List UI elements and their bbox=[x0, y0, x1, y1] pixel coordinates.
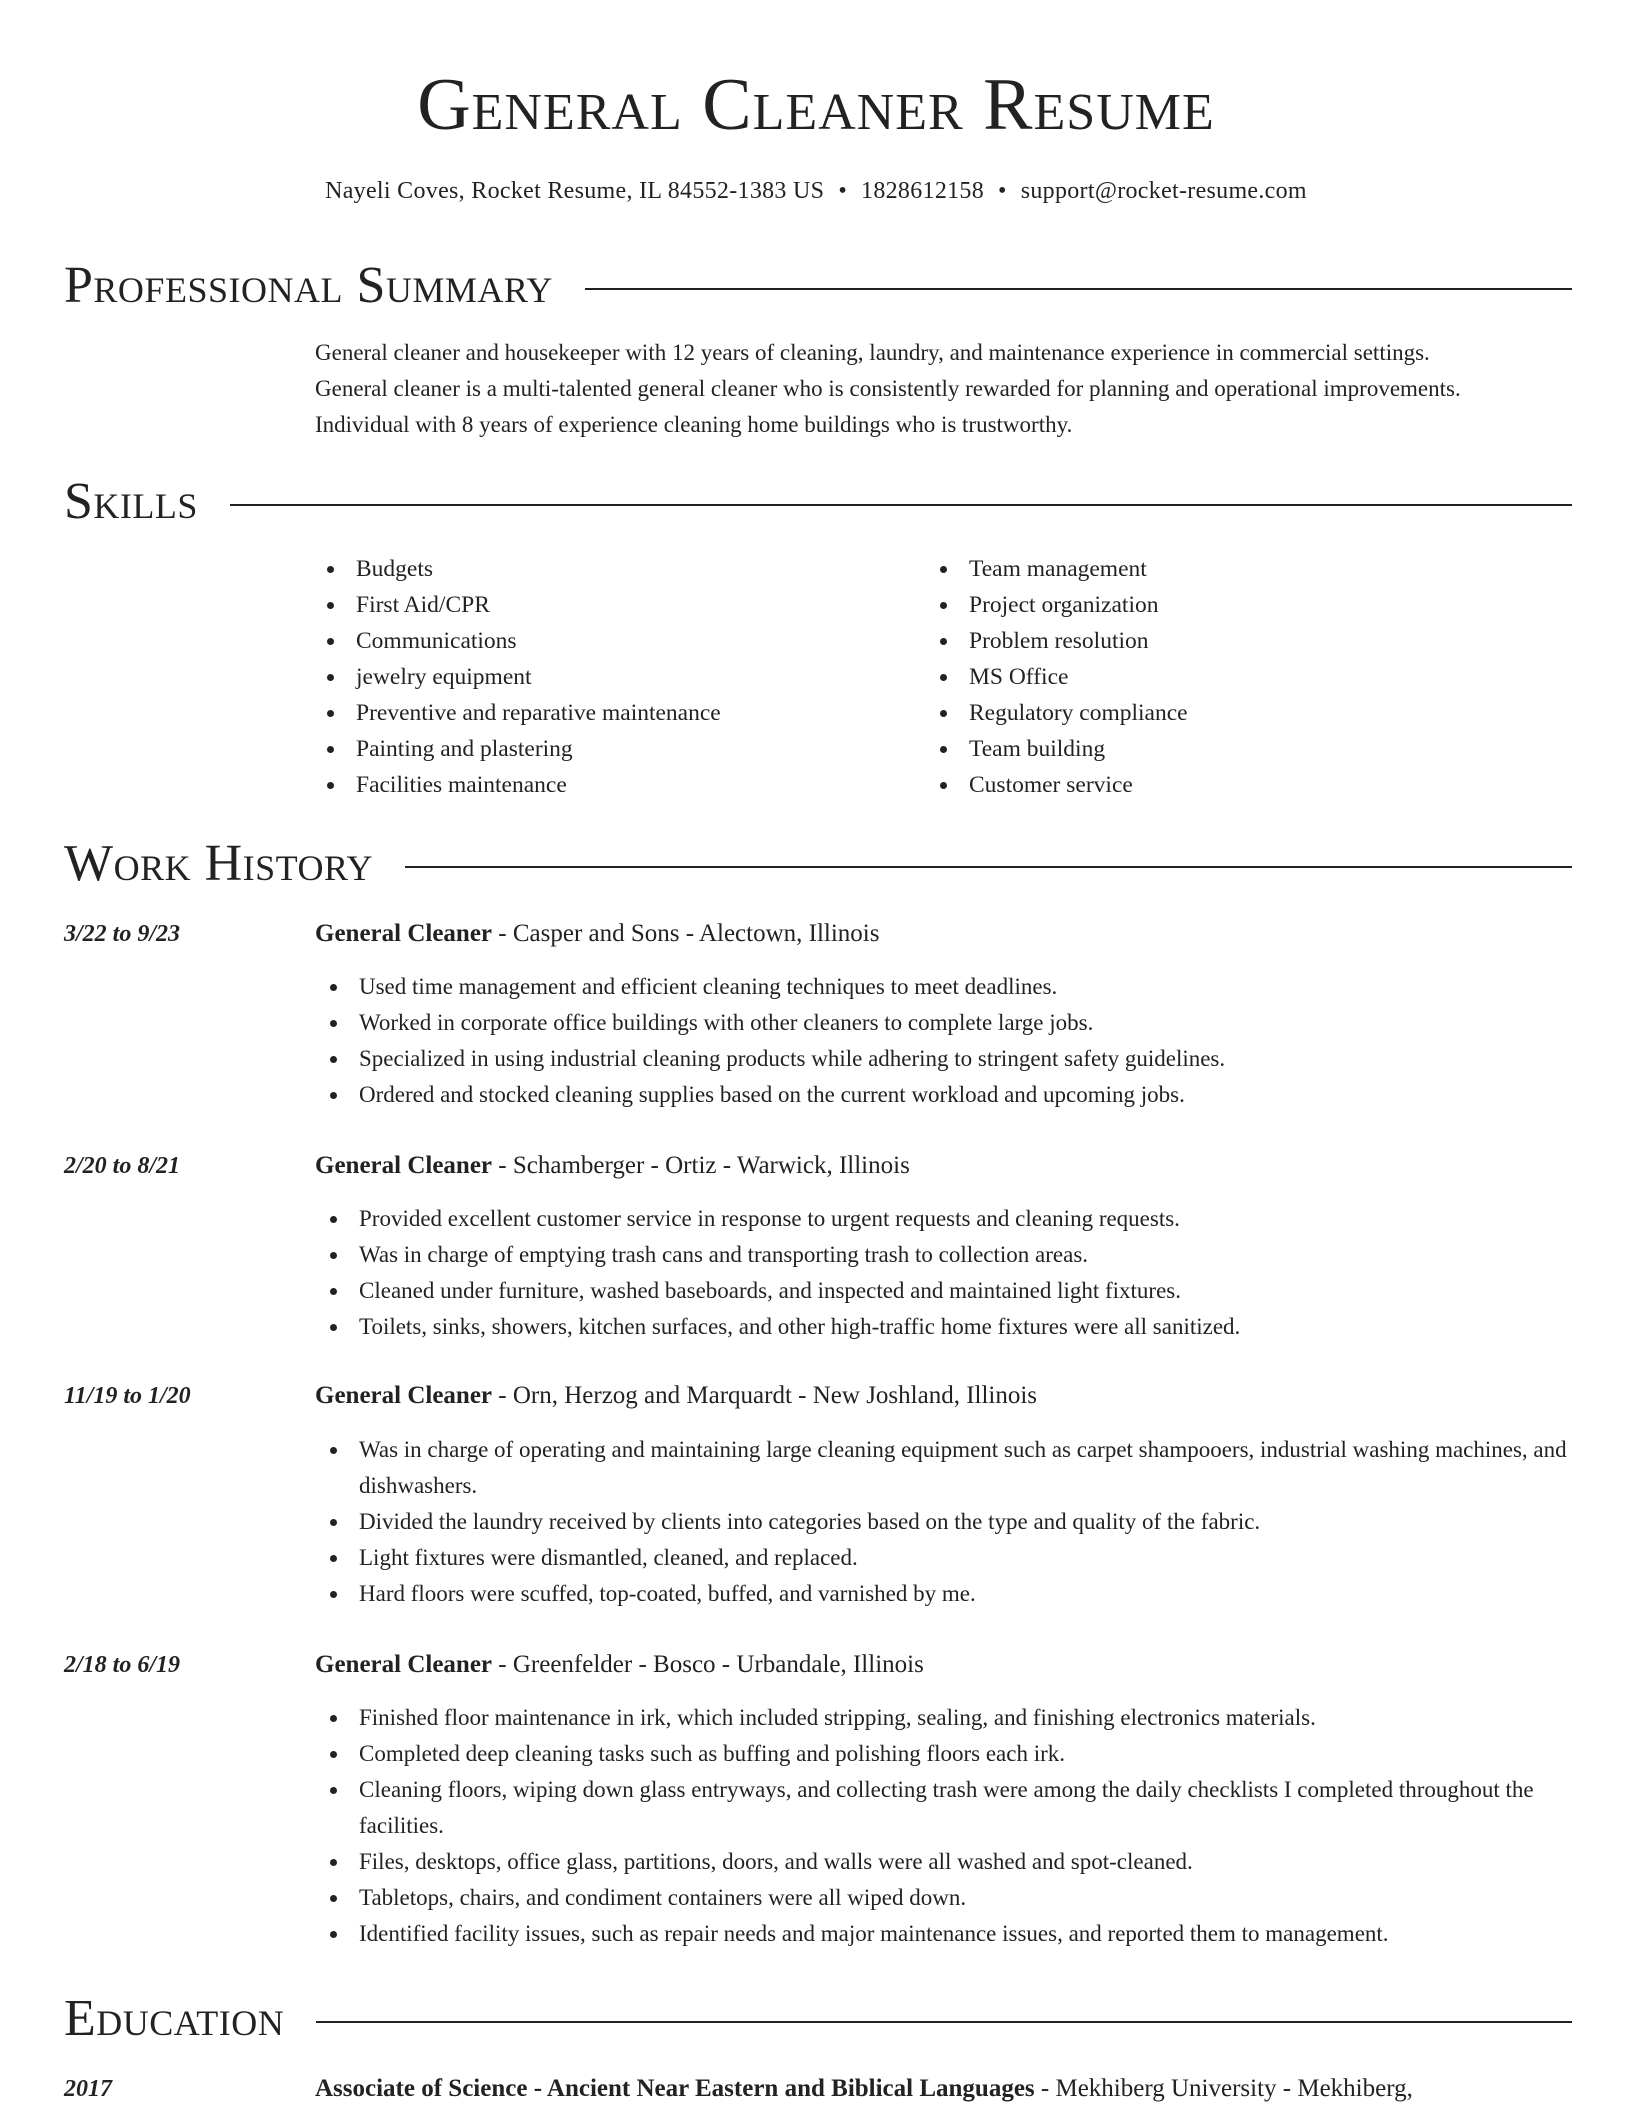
education-heading-label: Education bbox=[64, 1990, 285, 2047]
skill-item: Team management bbox=[925, 551, 1525, 587]
skill-item: jewelry equipment bbox=[312, 659, 912, 695]
summary-text bbox=[315, 335, 1575, 443]
job-employer: - Greenfelder - Bosco - Urbandale, Illinois bbox=[492, 1651, 924, 1678]
job-bullet: Ordered and stocked cleaning supplies based on the current workload and upcoming jobs. bbox=[315, 1077, 1577, 1113]
summary-section-heading bbox=[64, 254, 1572, 318]
job-bullet: Cleaning floors, wiping down glass entryways, and collecting trash were among the daily checklists I completed throughout the facilities. bbox=[315, 1772, 1577, 1844]
job-employer: - Casper and Sons - Alectown, Illinois bbox=[492, 920, 880, 947]
job-bullet: Divided the laundry received by clients into categories based on the type and quality of the fabric. bbox=[315, 1504, 1577, 1540]
summary-line: General cleaner is a multi-talented general cleaner who is consistently rewarded for planning and operational improvements. bbox=[315, 376, 1461, 401]
skill-item: First Aid/CPR bbox=[312, 587, 912, 623]
education-header bbox=[315, 2071, 1575, 2107]
job-employer: - Orn, Herzog and Marquardt - New Joshland, Illinois bbox=[492, 1382, 1038, 1409]
contact-phone: 1828612158 bbox=[861, 178, 985, 204]
job-bullet: Files, desktops, office glass, partitions, doors, and walls were all washed and spot-cleaned. bbox=[315, 1844, 1577, 1880]
job-bullets bbox=[315, 1201, 1577, 1345]
skill-item: Communications bbox=[312, 623, 912, 659]
job-title: General Cleaner bbox=[315, 1651, 493, 1678]
section-divider bbox=[230, 504, 1572, 506]
education-section-heading bbox=[64, 1987, 1572, 2051]
job-bullet: Used time management and efficient cleaning techniques to meet deadlines. bbox=[315, 969, 1577, 1005]
job-header bbox=[315, 1148, 1575, 1184]
job-bullet: Finished floor maintenance in irk, which included stripping, sealing, and finishing electronics materials. bbox=[315, 1700, 1577, 1736]
job-bullets bbox=[315, 1700, 1577, 1952]
job-dates: 11/19 to 1/20 bbox=[64, 1383, 191, 1409]
job-header bbox=[315, 916, 1575, 952]
job-bullet: Was in charge of emptying trash cans and transporting trash to collection areas. bbox=[315, 1237, 1577, 1273]
skill-item: Regulatory compliance bbox=[925, 695, 1525, 731]
skills-heading-label: Skills bbox=[64, 473, 198, 530]
contact-separator: • bbox=[838, 178, 848, 204]
skills-section-heading bbox=[64, 470, 1572, 534]
job-header bbox=[315, 1647, 1575, 1683]
contact-line bbox=[0, 173, 1632, 209]
job-bullet: Tabletops, chairs, and condiment containers were all wiped down. bbox=[315, 1880, 1577, 1916]
job-title: General Cleaner bbox=[315, 1382, 493, 1409]
section-divider bbox=[316, 2021, 1572, 2023]
skills-list-right bbox=[925, 551, 1525, 803]
contact-separator: • bbox=[998, 178, 1007, 204]
job-bullet: Provided excellent customer service in response to urgent requests and cleaning requests. bbox=[315, 1201, 1577, 1237]
skill-item: Budgets bbox=[312, 551, 912, 587]
skill-item: Customer service bbox=[925, 767, 1525, 803]
skill-item: MS Office bbox=[925, 659, 1525, 695]
job-bullet: Hard floors were scuffed, top-coated, buffed, and varnished by me. bbox=[315, 1576, 1577, 1612]
job-dates: 2/20 to 8/21 bbox=[64, 1153, 181, 1179]
job-bullet: Worked in corporate office buildings with other cleaners to complete large jobs. bbox=[315, 1005, 1577, 1041]
summary-line: General cleaner and housekeeper with 12 years of cleaning, laundry, and maintenance experience in commercial settings. bbox=[315, 340, 1430, 365]
job-bullet: Cleaned under furniture, washed baseboards, and inspected and maintained light fixtures. bbox=[315, 1273, 1577, 1309]
job-bullet: Toilets, sinks, showers, kitchen surfaces, and other high-traffic home fixtures were all sanitized. bbox=[315, 1309, 1577, 1345]
skill-item: Problem resolution bbox=[925, 623, 1525, 659]
resume-title: General Cleaner Resume bbox=[417, 64, 1215, 146]
contact-email: support@rocket-resume.com bbox=[1020, 178, 1307, 204]
skill-item: Facilities maintenance bbox=[312, 767, 912, 803]
job-dates: 3/22 to 9/23 bbox=[64, 921, 181, 947]
job-bullet: Completed deep cleaning tasks such as buffing and polishing floors each irk. bbox=[315, 1736, 1577, 1772]
job-bullet: Was in charge of operating and maintaining large cleaning equipment such as carpet shampooers, industrial washing machines, and dishwashers. bbox=[315, 1432, 1577, 1504]
skill-item: Team building bbox=[925, 731, 1525, 767]
summary-line: Individual with 8 years of experience cleaning home buildings who is trustworthy. bbox=[315, 412, 1073, 437]
skill-item: Preventive and reparative maintenance bbox=[312, 695, 912, 731]
job-employer: - Schamberger - Ortiz - Warwick, Illinois bbox=[492, 1152, 910, 1179]
section-divider bbox=[585, 288, 1572, 290]
skill-item: Project organization bbox=[925, 587, 1525, 623]
job-title: General Cleaner bbox=[315, 920, 493, 947]
job-bullets bbox=[315, 969, 1577, 1113]
skills-list-left bbox=[312, 551, 912, 803]
summary-heading-label: Professional Summary bbox=[64, 257, 553, 314]
job-bullets bbox=[315, 1432, 1577, 1612]
job-bullet: Light fixtures were dismantled, cleaned, and replaced. bbox=[315, 1540, 1577, 1576]
work-section-heading bbox=[64, 832, 1572, 896]
job-bullet: Identified facility issues, such as repair needs and major maintenance issues, and reported them to management. bbox=[315, 1916, 1577, 1952]
job-title: General Cleaner bbox=[315, 1152, 493, 1179]
job-header bbox=[315, 1378, 1575, 1414]
job-dates: 2/18 to 6/19 bbox=[64, 1652, 181, 1678]
section-divider bbox=[405, 866, 1572, 868]
contact-address: Nayeli Coves, Rocket Resume, IL 84552-1383 US bbox=[325, 178, 825, 204]
education-degree: Associate of Science - Ancient Near Eastern and Biblical Languages bbox=[315, 2075, 1035, 2102]
work-heading-label: Work History bbox=[64, 835, 374, 892]
skill-item: Painting and plastering bbox=[312, 731, 912, 767]
education-school: - Mekhiberg University - Mekhiberg, bbox=[1034, 2075, 1413, 2102]
education-year: 2017 bbox=[64, 2076, 112, 2102]
job-bullet: Specialized in using industrial cleaning products while adhering to stringent safety guidelines. bbox=[315, 1041, 1577, 1077]
